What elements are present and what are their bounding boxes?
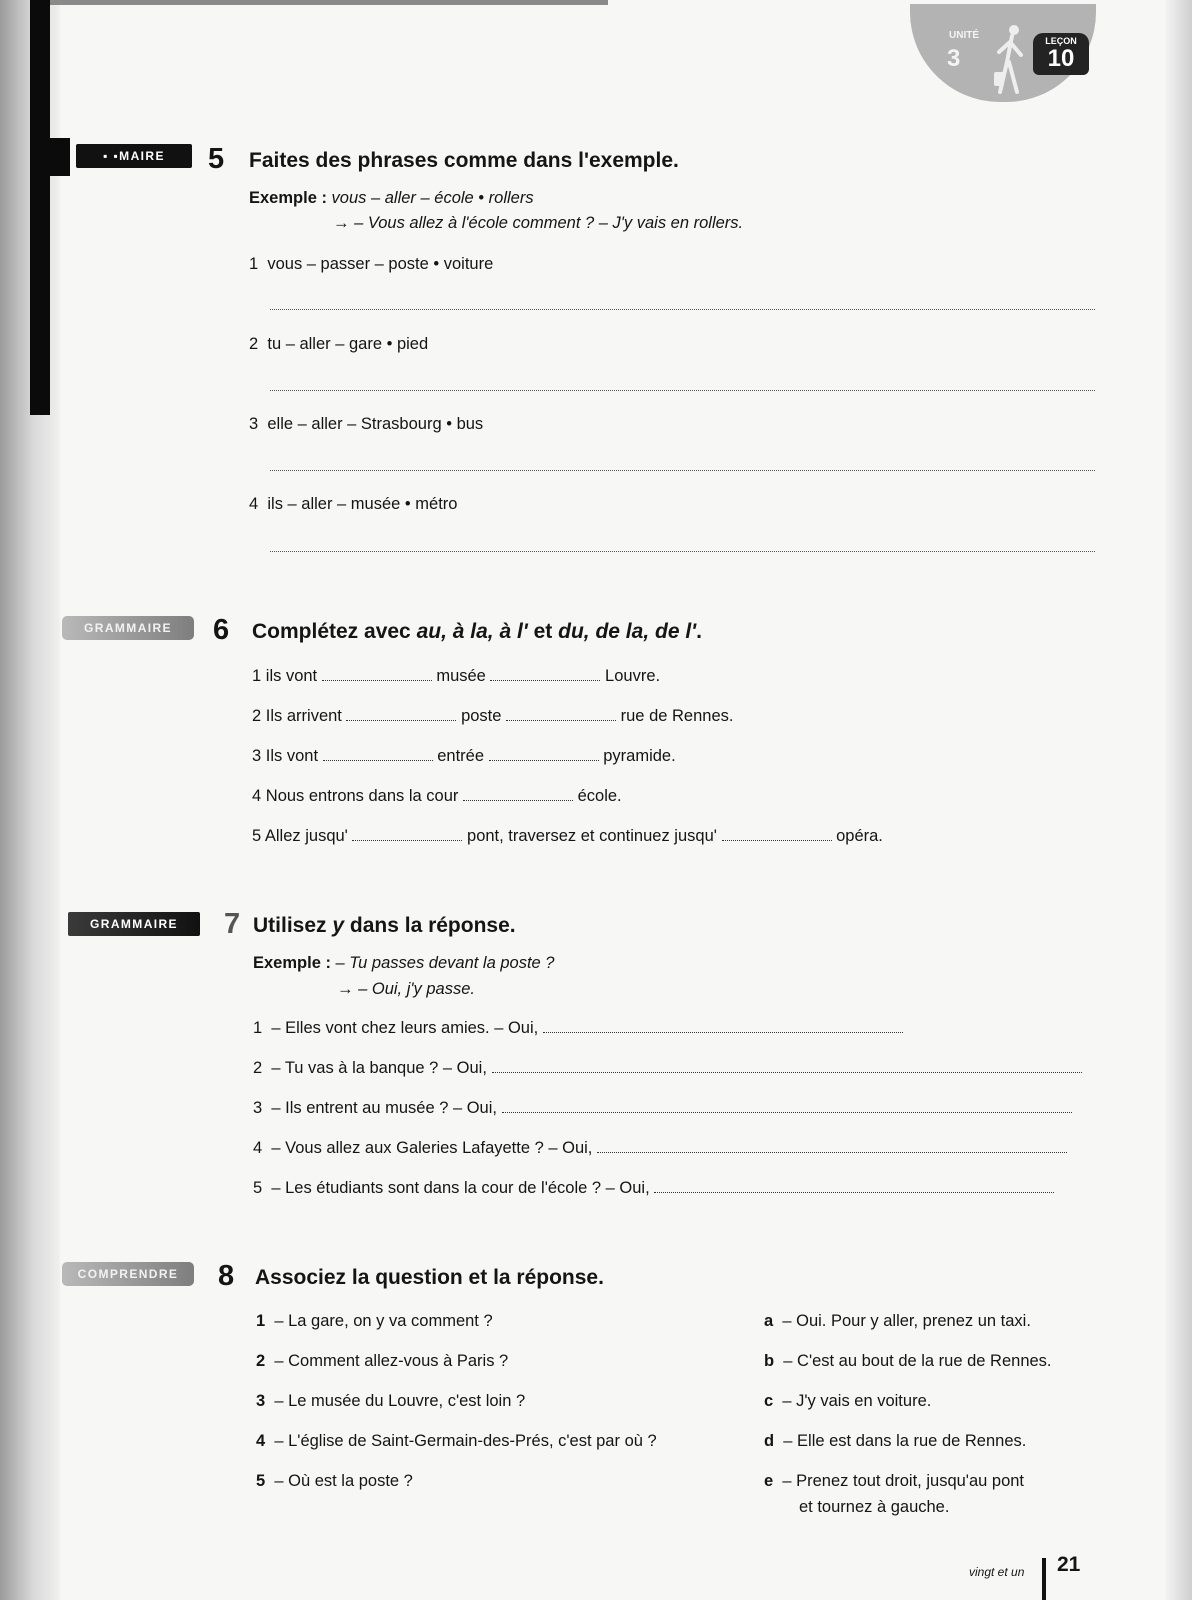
blank[interactable] — [489, 747, 599, 761]
answer-item-continued: et tournez à gauche. — [799, 1498, 950, 1516]
unit-number: 3 — [947, 45, 961, 72]
blank[interactable] — [346, 707, 456, 721]
item-number: 2 — [256, 1352, 266, 1370]
exercise-8-number: 8 — [218, 1260, 235, 1292]
list-item — [249, 335, 428, 354]
item-letter: e — [764, 1472, 774, 1490]
item-number: 1 — [252, 667, 262, 685]
item-text: – Ils entrent au musée ? – Oui, — [271, 1099, 497, 1117]
item-text: – Elles vont chez leurs amies. – Oui, — [271, 1019, 539, 1037]
answer-item — [764, 1472, 1024, 1491]
title-italic: y — [332, 914, 345, 937]
item-text: opéra. — [836, 827, 883, 845]
item-text: – Le musée du Louvre, c'est loin ? — [274, 1392, 526, 1410]
item-number: 3 — [252, 747, 262, 765]
item-number: 3 — [256, 1392, 266, 1410]
list-item — [253, 1019, 903, 1038]
unit-label: UNITÉ — [949, 30, 979, 41]
blank[interactable] — [597, 1139, 1067, 1153]
list-item — [252, 787, 622, 806]
item-number: 4 — [256, 1432, 266, 1450]
item-number: 5 — [252, 827, 262, 845]
item-text: tu – aller – gare • pied — [267, 335, 429, 353]
item-number: 2 — [252, 707, 262, 725]
arrow-icon: → — [337, 980, 354, 998]
question-item — [256, 1392, 525, 1411]
exercise-6-title — [252, 620, 702, 644]
section-tag-grammaire: ▪ ▪MAIRE — [76, 144, 192, 168]
item-text: Allez jusqu' — [264, 827, 348, 845]
exercise-7-example-answer — [337, 980, 475, 999]
page-number: 21 — [1057, 1553, 1081, 1576]
item-text: – La gare, on y va comment ? — [274, 1312, 493, 1330]
item-text: – Tu vas à la banque ? – Oui, — [271, 1059, 487, 1077]
item-text: pyramide. — [603, 747, 676, 765]
title-text: . — [696, 620, 703, 643]
question-item — [256, 1432, 657, 1451]
title-text: dans la réponse. — [344, 914, 516, 937]
list-item — [252, 667, 660, 686]
list-item — [249, 255, 493, 274]
list-item — [253, 1099, 1072, 1118]
item-text: – Vous allez aux Galeries Lafayette ? – Oui, — [271, 1139, 593, 1157]
item-text: Ils vont — [265, 747, 319, 765]
title-text: Complétez avec — [252, 620, 417, 643]
item-text: pont, traversez et continuez jusqu' — [467, 827, 717, 845]
exercise-8-title: Associez la question et la réponse. — [255, 1266, 604, 1289]
answer-line[interactable] — [270, 470, 1095, 471]
item-text: – Elle est dans la rue de Rennes. — [783, 1432, 1027, 1450]
lesson-label: LEÇON — [1045, 36, 1077, 46]
item-number: 1 — [256, 1312, 266, 1330]
item-text: ils – aller – musée • métro — [267, 495, 458, 513]
item-letter: b — [764, 1352, 775, 1370]
example-answer: – Oui, j'y passe. — [358, 980, 475, 998]
list-item — [249, 495, 457, 514]
exercise-5-title: Faites des phrases comme dans l'exemple. — [249, 149, 679, 172]
item-text: entrée — [437, 747, 485, 765]
exercise-5-example — [249, 189, 534, 208]
item-letter: d — [764, 1432, 775, 1450]
list-item — [252, 747, 676, 766]
item-letter: a — [764, 1312, 774, 1330]
item-text: – Où est la poste ? — [274, 1472, 413, 1490]
item-text: elle – aller – Strasbourg • bus — [267, 415, 484, 433]
item-text: poste — [461, 707, 502, 725]
list-item — [253, 1059, 1082, 1078]
item-text: école. — [577, 787, 622, 805]
item-text: – J'y vais en voiture. — [782, 1392, 932, 1410]
blank[interactable] — [352, 827, 462, 841]
blank[interactable] — [463, 787, 573, 801]
section-tag-grammaire: GRAMMAIRE — [62, 616, 194, 640]
answer-item — [764, 1352, 1052, 1371]
answer-line[interactable] — [270, 390, 1095, 391]
example-question: – Tu passes devant la poste ? — [335, 954, 555, 972]
item-number: 2 — [249, 335, 259, 353]
exercise-7-number: 7 — [224, 908, 241, 940]
page-label: vingt et un — [969, 1565, 1025, 1579]
answer-line[interactable] — [270, 309, 1095, 310]
item-number: 1 — [253, 1019, 263, 1037]
question-item — [256, 1312, 493, 1331]
item-letter: c — [764, 1392, 774, 1410]
blank[interactable] — [502, 1099, 1072, 1113]
title-text: et — [527, 620, 559, 643]
item-text: Nous entrons dans la cour — [265, 787, 459, 805]
page-divider — [1042, 1558, 1046, 1600]
item-number: 4 — [252, 787, 262, 805]
blank[interactable] — [323, 747, 433, 761]
example-prompt: vous – aller – école • rollers — [331, 189, 534, 207]
answer-item — [764, 1392, 931, 1411]
item-text: Louvre. — [605, 667, 661, 685]
exercise-5-number: 5 — [208, 143, 225, 175]
answer-item — [764, 1312, 1031, 1331]
list-item — [253, 1179, 1054, 1198]
item-text: – Les étudiants sont dans la cour de l'école ? – Oui, — [271, 1179, 650, 1197]
item-text: musée — [436, 667, 486, 685]
item-text: vous – passer – poste • voiture — [267, 255, 494, 273]
section-tag-grammaire: GRAMMAIRE — [68, 912, 200, 936]
item-number: 4 — [249, 495, 259, 513]
blank[interactable] — [490, 667, 600, 681]
question-item — [256, 1472, 413, 1491]
title-italic: au, à la, à l' — [416, 620, 528, 643]
item-text: – C'est au bout de la rue de Rennes. — [783, 1352, 1052, 1370]
example-label: Exemple : — [253, 954, 331, 972]
item-text: ils vont — [265, 667, 318, 685]
lesson-badge — [1033, 33, 1089, 75]
arrow-icon: → — [333, 214, 350, 232]
page-edge-shadow — [1166, 0, 1192, 1600]
list-item — [253, 1139, 1067, 1158]
exercise-7-example — [253, 954, 554, 973]
item-number: 4 — [253, 1139, 263, 1157]
section-tag-comprendre: COMPRENDRE — [62, 1262, 194, 1286]
item-text: rue de Rennes. — [620, 707, 734, 725]
blank[interactable] — [322, 667, 432, 681]
item-text: – Oui. Pour y aller, prenez un taxi. — [782, 1312, 1031, 1330]
exercise-5-example-answer — [333, 214, 743, 233]
item-number: 3 — [249, 415, 259, 433]
item-text: – Comment allez-vous à Paris ? — [274, 1352, 509, 1370]
example-label: Exemple : — [249, 189, 327, 207]
lesson-number: 10 — [1047, 45, 1075, 72]
answer-item — [764, 1432, 1026, 1451]
exercise-6-number: 6 — [213, 614, 230, 646]
blank[interactable] — [543, 1019, 903, 1033]
example-answer: – Vous allez à l'école comment ? – J'y vais en rollers. — [354, 214, 744, 232]
list-item — [252, 827, 883, 846]
item-text: – Prenez tout droit, jusqu'au pont — [782, 1472, 1025, 1490]
blank[interactable] — [506, 707, 616, 721]
blank[interactable] — [654, 1179, 1054, 1193]
list-item — [252, 707, 733, 726]
blank[interactable] — [722, 827, 832, 841]
binding-tab — [30, 138, 70, 176]
item-number: 5 — [256, 1472, 266, 1490]
list-item — [249, 415, 483, 434]
title-text: Utilisez — [253, 914, 333, 937]
answer-line[interactable] — [270, 551, 1095, 552]
item-number: 5 — [253, 1179, 263, 1197]
title-italic: du, de la, de l' — [558, 620, 697, 643]
page-top-edge — [48, 0, 608, 5]
binding-bar — [30, 0, 50, 415]
traveler-icon — [990, 22, 1034, 98]
blank[interactable] — [492, 1059, 1082, 1073]
item-number: 1 — [249, 255, 259, 273]
item-number: 2 — [253, 1059, 263, 1077]
exercise-7-title — [253, 914, 516, 938]
item-text: Ils arrivent — [265, 707, 342, 725]
item-number: 3 — [253, 1099, 263, 1117]
item-text: – L'église de Saint-Germain-des-Prés, c'est par où ? — [274, 1432, 657, 1450]
question-item — [256, 1352, 508, 1371]
